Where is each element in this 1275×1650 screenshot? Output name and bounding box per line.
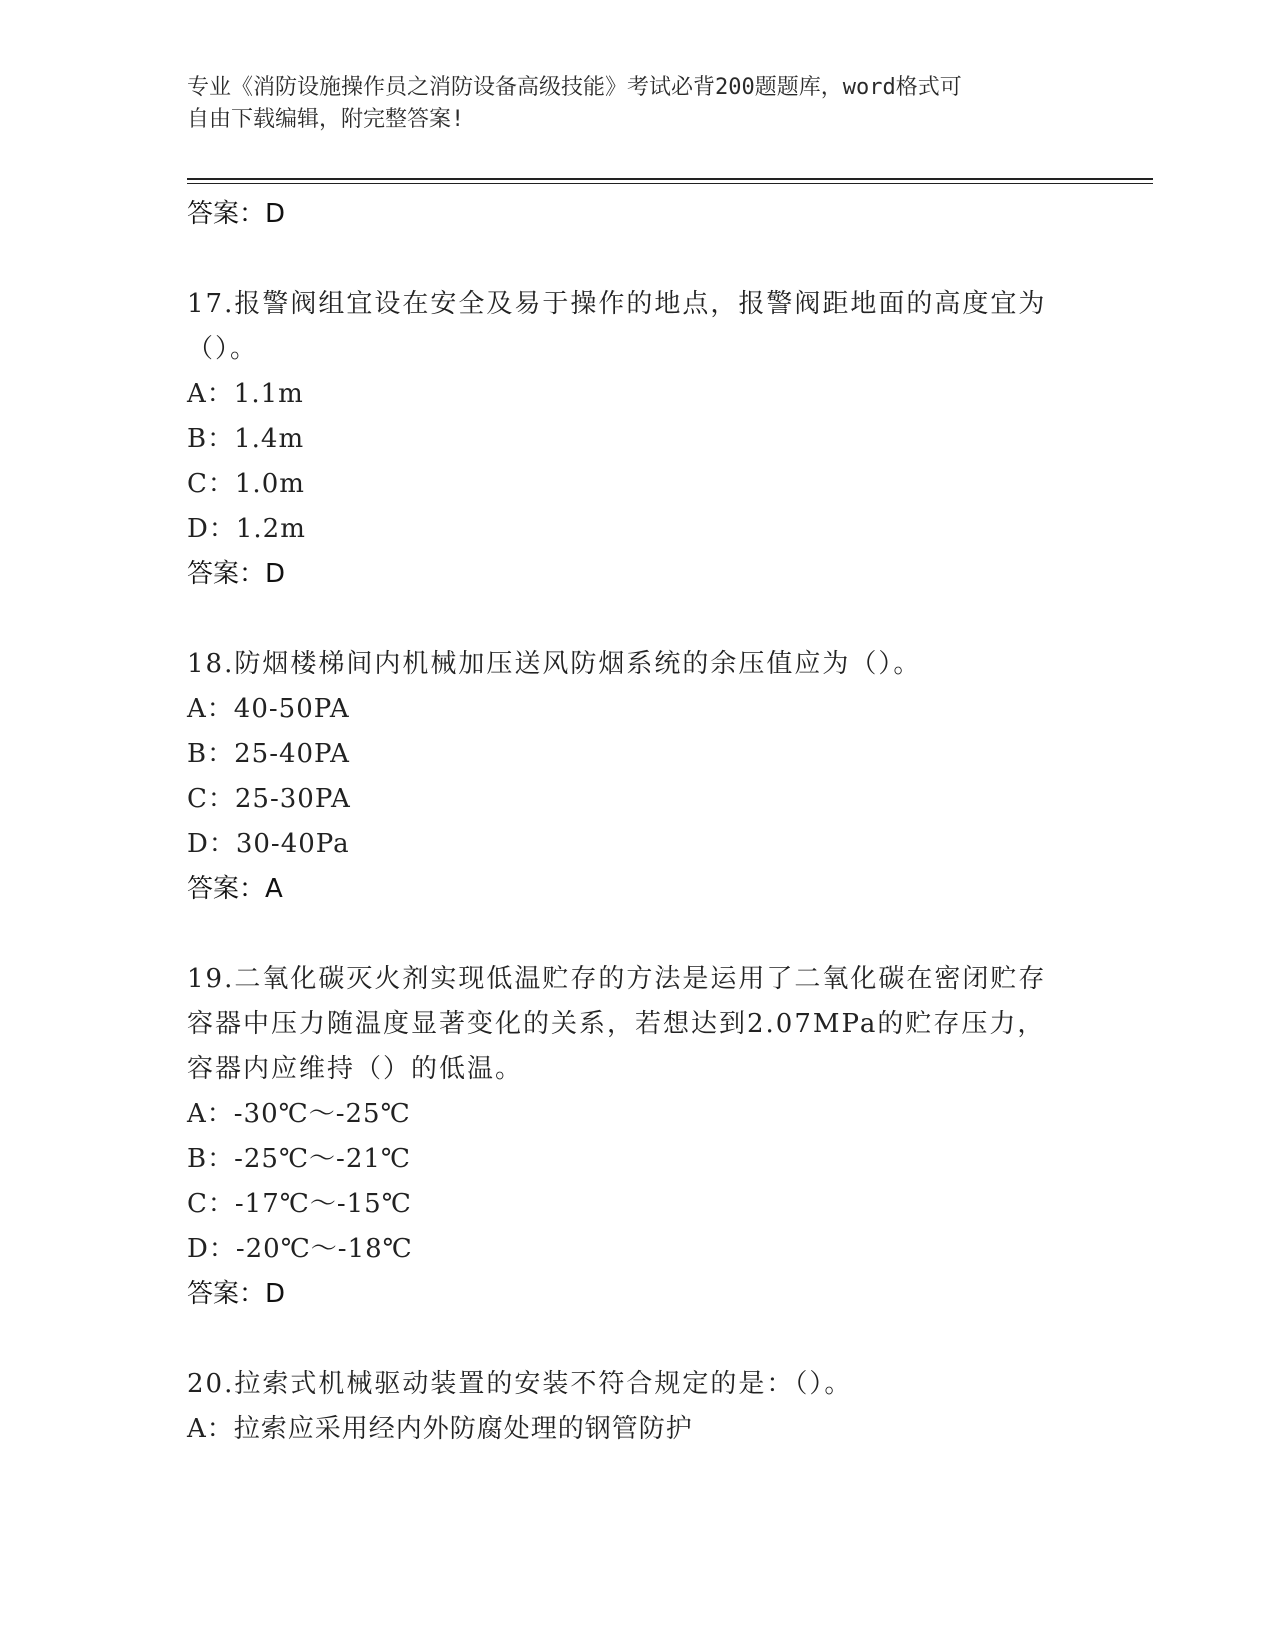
answer: 答案：D — [187, 1279, 286, 1309]
option-a: A：40-50PA — [187, 694, 350, 724]
option-a: A：1.1m — [187, 379, 304, 409]
answer-16: 答案：D — [187, 199, 286, 229]
stem-line: 20.拉索式机械驱动装置的安装不符合规定的是：（）。 — [187, 1369, 853, 1399]
option-d: D：-20℃～-18℃ — [187, 1234, 413, 1264]
question-stem — [187, 282, 1087, 372]
header-line-2: 自由下载编辑，附完整答案! — [187, 107, 465, 132]
option-a: A：拉索应采用经内外防腐处理的钢管防护 — [187, 1414, 693, 1444]
option-b: B：1.4m — [187, 424, 305, 454]
question-stem — [187, 1362, 1087, 1407]
option-d: D：30-40Pa — [187, 829, 350, 859]
document-body — [187, 192, 1087, 1452]
stem-line: 17.报警阀组宜设在安全及易于操作的地点，报警阀距地面的高度宜为 — [187, 289, 1047, 319]
question-20 — [187, 1362, 1087, 1452]
header-line-1: 专业《消防设施操作员之消防设备高级技能》考试必背200题题库，word格式可 — [187, 75, 962, 100]
document-header — [187, 72, 1067, 136]
question-19 — [187, 957, 1087, 1316]
stem-line: 容器中压力随温度显著变化的关系，若想达到2.07MPa的贮存压力， — [187, 1009, 1046, 1039]
option-b: B：25-40PA — [187, 739, 350, 769]
question-18 — [187, 642, 1087, 911]
option-b: B：-25℃～-21℃ — [187, 1144, 412, 1174]
stem-line: （）。 — [187, 334, 259, 364]
stem-line: 18.防烟楼梯间内机械加压送风防烟系统的余压值应为（）。 — [187, 649, 922, 679]
option-a: A：-30℃～-25℃ — [187, 1099, 411, 1129]
question-stem — [187, 642, 1087, 687]
answer: 答案：A — [187, 874, 283, 904]
stem-line: 19.二氧化碳灭火剂实现低温贮存的方法是运用了二氧化碳在密闭贮存 — [187, 964, 1047, 994]
stem-line: 容器内应维持（）的低温。 — [187, 1054, 524, 1084]
option-d: D：1.2m — [187, 514, 306, 544]
header-divider-thick — [187, 178, 1153, 180]
option-c: C：-17℃～-15℃ — [187, 1189, 412, 1219]
question-stem — [187, 957, 1087, 1092]
option-c: C：25-30PA — [187, 784, 351, 814]
header-divider-thin — [187, 183, 1153, 184]
answer: 答案：D — [187, 559, 286, 589]
option-c: C：1.0m — [187, 469, 305, 499]
question-17 — [187, 282, 1087, 596]
